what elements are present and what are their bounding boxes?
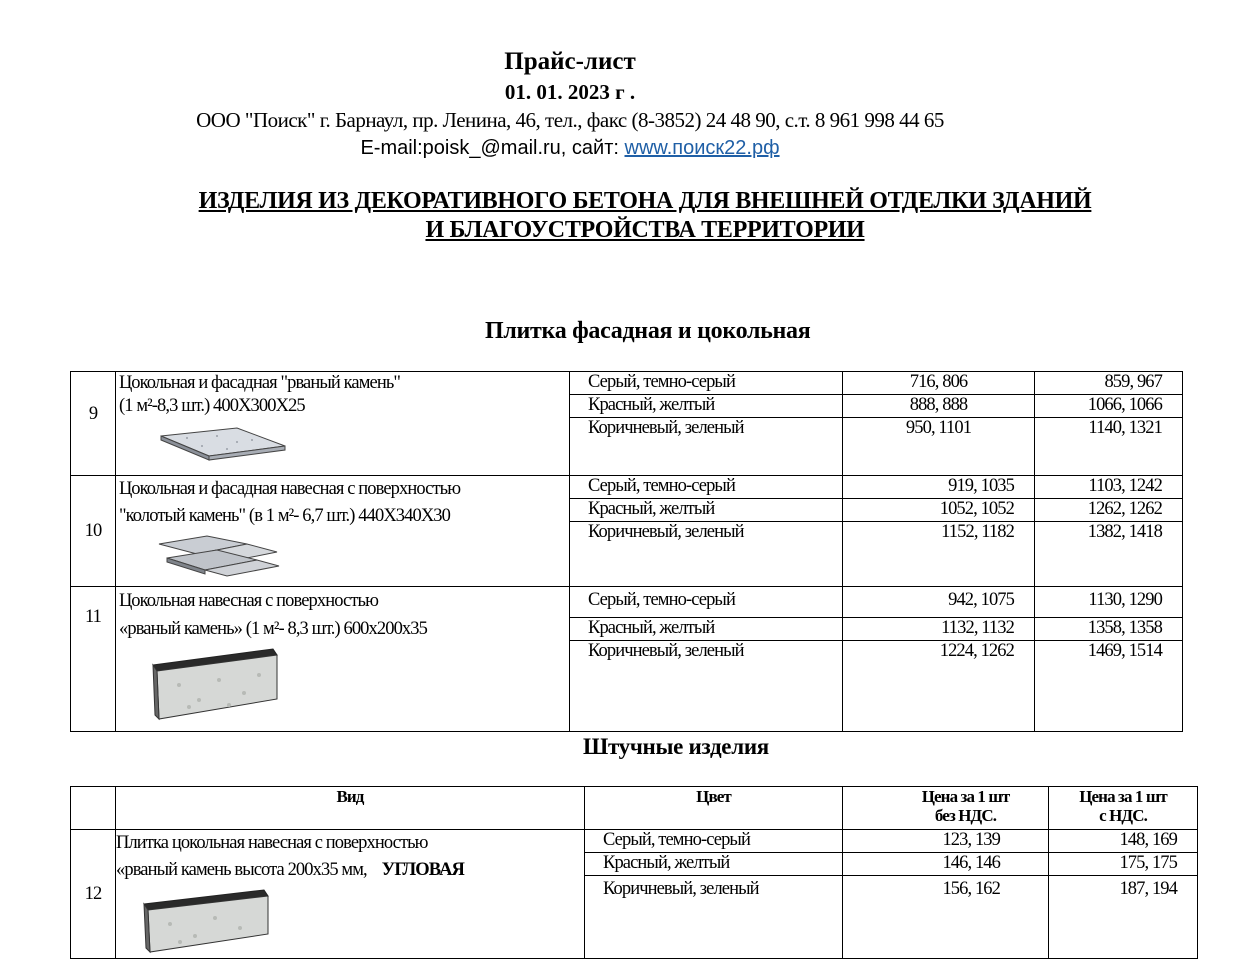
price-value: 175, 175 xyxy=(1049,853,1197,876)
row-number: 10 xyxy=(71,476,116,587)
color-option: Серый, темно-серый xyxy=(585,830,842,853)
color-option: Коричневый, зеленый xyxy=(588,641,744,661)
price-value: 919, 1035 xyxy=(843,476,1034,499)
price-value: 156, 162 xyxy=(942,879,1000,899)
price-date: 01. 01. 2023 г . xyxy=(504,80,636,104)
price-value: 1132, 1132 xyxy=(843,618,1034,641)
price-value: 1469, 1514 xyxy=(1087,641,1162,661)
header-kind-label: Вид xyxy=(336,787,364,806)
product-description xyxy=(116,476,570,587)
color-options xyxy=(570,372,843,476)
corner-tile-image xyxy=(140,888,272,956)
product-height: «рваный камень высота 200х35 мм, xyxy=(116,860,367,880)
piece-title: Штучные изделия xyxy=(583,734,769,759)
tile-chipped-image xyxy=(157,530,287,578)
header-price-no-vat-l2: без НДС. xyxy=(934,806,997,825)
color-options xyxy=(570,476,843,587)
company-info: ООО "Поиск" г. Барнаул, пр. Ленина, 46, тел., факс (8-3852) 24 48 90, с.т. 8 961 998 44 65 xyxy=(196,108,944,132)
price-with-vat xyxy=(1049,830,1198,959)
color-option: Красный, желтый xyxy=(570,499,842,522)
price-no-vat xyxy=(843,372,1035,476)
price-with-vat xyxy=(1035,372,1183,476)
price-with-vat xyxy=(1035,476,1183,587)
price-value: 1103, 1242 xyxy=(1035,476,1182,499)
color-option: Серый, темно-серый xyxy=(570,590,842,618)
price-value: 1130, 1290 xyxy=(1035,590,1182,618)
product-description xyxy=(116,830,585,959)
price-no-vat xyxy=(843,830,1049,959)
piece-price-table xyxy=(70,786,1198,959)
header-price-no-vat xyxy=(843,787,1049,830)
page-title: Прайс-лист xyxy=(504,48,636,75)
price-value: 1358, 1358 xyxy=(1035,618,1182,641)
price-value: 187, 194 xyxy=(1119,879,1177,899)
product-name: Цокольная и фасадная "рваный камень" xyxy=(119,373,401,393)
price-value: 1140, 1321 xyxy=(1088,418,1162,438)
price-value: 1382, 1418 xyxy=(1087,522,1162,542)
price-value: 859, 967 xyxy=(1035,372,1182,395)
section-title-line1: ИЗДЕЛИЯ ИЗ ДЕКОРАТИВНОГО БЕТОНА ДЛЯ ВНЕШНЕЙ ОТДЕЛКИ ЗДАНИЙ xyxy=(198,188,1092,214)
facade-price-table xyxy=(70,371,1183,732)
color-options xyxy=(585,830,843,959)
price-value: 1152, 1182 xyxy=(941,522,1014,542)
tile-ripped-image xyxy=(149,645,281,725)
product-name: Цокольная и фасадная навесная с поверхностью xyxy=(119,479,461,499)
table-row xyxy=(71,830,1198,959)
product-description xyxy=(116,587,570,732)
site-link[interactable]: www.поиск22.рф xyxy=(624,137,780,159)
header-price-no-vat-l1: Цена за 1 шт xyxy=(921,787,1010,806)
product-name: Цокольная навесная с поверхностью xyxy=(119,591,378,611)
color-option: Коричневый, зеленый xyxy=(588,522,744,542)
header-color xyxy=(585,787,843,830)
table-row xyxy=(71,587,1183,732)
product-size: (1 м²-8,3 шт.) 400Х300Х25 xyxy=(119,396,305,416)
color-options xyxy=(570,587,843,732)
table-header-row xyxy=(71,787,1198,830)
email-text: E-mail:poisk_@mail.ru, сайт: xyxy=(360,137,625,159)
table-row xyxy=(71,372,1183,476)
price-value: 1224, 1262 xyxy=(939,641,1014,661)
price-no-vat xyxy=(843,476,1035,587)
header-price-vat xyxy=(1049,787,1198,830)
contact-line xyxy=(0,137,1190,160)
corner-label: УГЛОВАЯ xyxy=(381,860,464,880)
row-number: 11 xyxy=(71,587,116,732)
facade-title: Плитка фасадная и цокольная xyxy=(485,318,811,344)
price-value: 716, 806 xyxy=(843,372,1034,395)
price-value: 1066, 1066 xyxy=(1035,395,1182,418)
product-name: Плитка цокольная навесная с поверхностью xyxy=(116,833,428,853)
color-option: Коричневый, зеленый xyxy=(588,418,744,438)
price-no-vat xyxy=(843,587,1035,732)
section-title-line2: И БЛАГОУСТРОЙСТВА ТЕРРИТОРИИ xyxy=(425,217,865,243)
header-color-label: Цвет xyxy=(696,787,731,806)
color-option: Красный, желтый xyxy=(570,618,842,641)
color-option: Красный, желтый xyxy=(570,395,842,418)
price-value: 148, 169 xyxy=(1049,830,1197,853)
table-row xyxy=(71,476,1183,587)
product-description xyxy=(116,372,570,476)
tile-flat-image xyxy=(157,424,287,462)
header-price-vat-l2: с НДС. xyxy=(1099,806,1147,825)
product-size: "колотый камень" (в 1 м²- 6,7 шт.) 440Х340Х30 xyxy=(119,506,450,526)
color-option: Коричневый, зеленый xyxy=(603,879,759,899)
price-value: 942, 1075 xyxy=(843,590,1034,618)
price-value: 1052, 1052 xyxy=(843,499,1034,522)
price-with-vat xyxy=(1035,587,1183,732)
row-number: 12 xyxy=(71,830,116,959)
header-num xyxy=(71,787,116,830)
price-value: 950, 1101 xyxy=(905,418,972,438)
product-size xyxy=(116,857,584,884)
header-kind xyxy=(116,787,585,830)
color-option: Серый, темно-серый xyxy=(570,372,842,395)
row-number: 9 xyxy=(71,372,116,476)
color-option: Красный, желтый xyxy=(585,853,842,876)
price-value: 123, 139 xyxy=(843,830,1048,853)
price-value: 146, 146 xyxy=(843,853,1048,876)
price-value: 1262, 1262 xyxy=(1035,499,1182,522)
product-size: «рваный камень» (1 м²- 8,3 шт.) 600х200х35 xyxy=(119,619,427,639)
color-option: Серый, темно-серый xyxy=(570,476,842,499)
section-title xyxy=(25,187,1240,245)
header-price-vat-l1: Цена за 1 шт xyxy=(1079,787,1167,806)
price-value: 888, 888 xyxy=(843,395,1034,418)
